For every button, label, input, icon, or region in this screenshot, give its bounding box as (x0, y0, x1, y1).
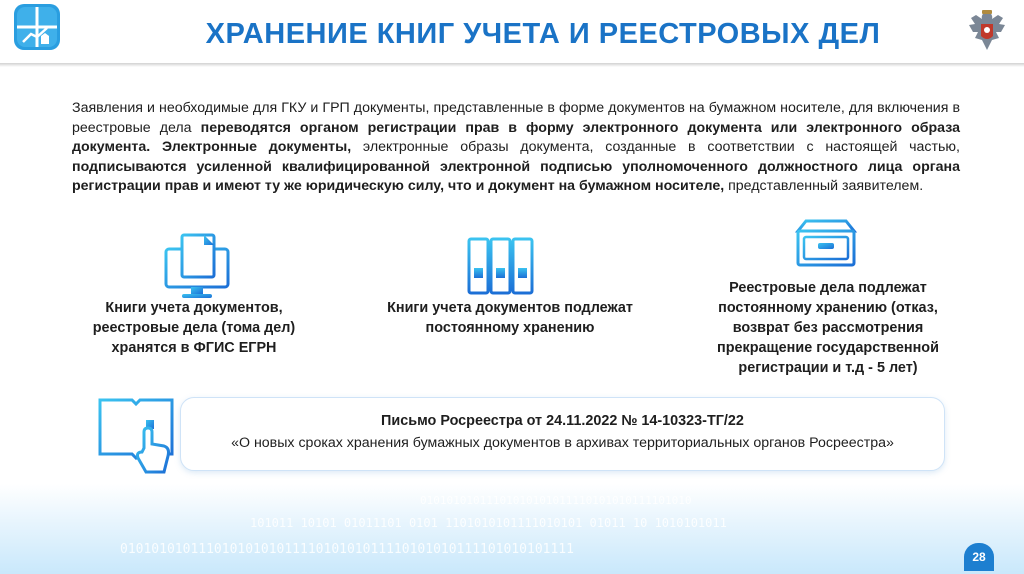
page-title: ХРАНЕНИЕ КНИГ УЧЕТА И РЕЕСТРОВЫХ ДЕЛ (205, 18, 881, 50)
intro-bold-1: переводятся органом регистрации прав в форму электронного документа или электронного образа документа. Электронные документы, (72, 119, 960, 156)
column-3-text: Реестровые дела подлежат постоянному хранению (отказ, возврат без рассмотрения прекращение государственной регистрации и т.д - 5 лет) (717, 280, 939, 376)
binders-icon (466, 236, 536, 296)
eagle-emblem-icon (965, 8, 1009, 54)
intro-text-3: представленный заявителем. (724, 178, 924, 195)
intro-bold-2: подписываются усиленной квалифицированной электронной подписью уполномоченного должностного лица органа регистрации прав и имеют ту же юридическую силу, что и документ на бумажном носителе, (72, 158, 960, 195)
column-2-text: Книги учета документов подлежат постоянному хранению (387, 300, 633, 336)
letter-reference-box (180, 397, 945, 471)
footer-band (0, 484, 1024, 574)
open-book-hand-icon (94, 392, 178, 478)
binary-decoration-2: 101011 10101 01011101 0101 1101010101111010101 01011 10 1010101011 (250, 516, 727, 530)
binary-decoration-3: 0101010101110101010101111010101011110101010111101010101111 (120, 542, 574, 557)
letter-subtitle: «О новых сроках хранения бумажных документов в архивах территориальных органов Росреестра» (231, 435, 894, 451)
intro-text-1: Заявления и необходимые для ГКУ и ГРП документы, представленные в форме документов на бумажном носителе, для включения в реестровые дела (72, 100, 960, 136)
column-1-text: Книги учета документов, реестровые дела (тома дел) хранятся в ФГИС ЕГРН (92, 300, 296, 356)
binary-decoration-1: 01010101011101010101011110101010111101010 (420, 494, 692, 507)
computer-document-icon (160, 231, 236, 301)
page-number-badge: 28 (964, 543, 994, 571)
letter-title: Письмо Росреестра от 24.11.2022 № 14-10323-ТГ/22 (381, 413, 744, 429)
intro-paragraph (72, 99, 960, 197)
rosreestr-logo-icon (14, 4, 60, 50)
archive-box-icon (794, 217, 858, 269)
intro-text-2: электронные образы документа, созданные в соответствии с настоящей частью, (351, 139, 960, 156)
header-shadow (0, 63, 1024, 67)
